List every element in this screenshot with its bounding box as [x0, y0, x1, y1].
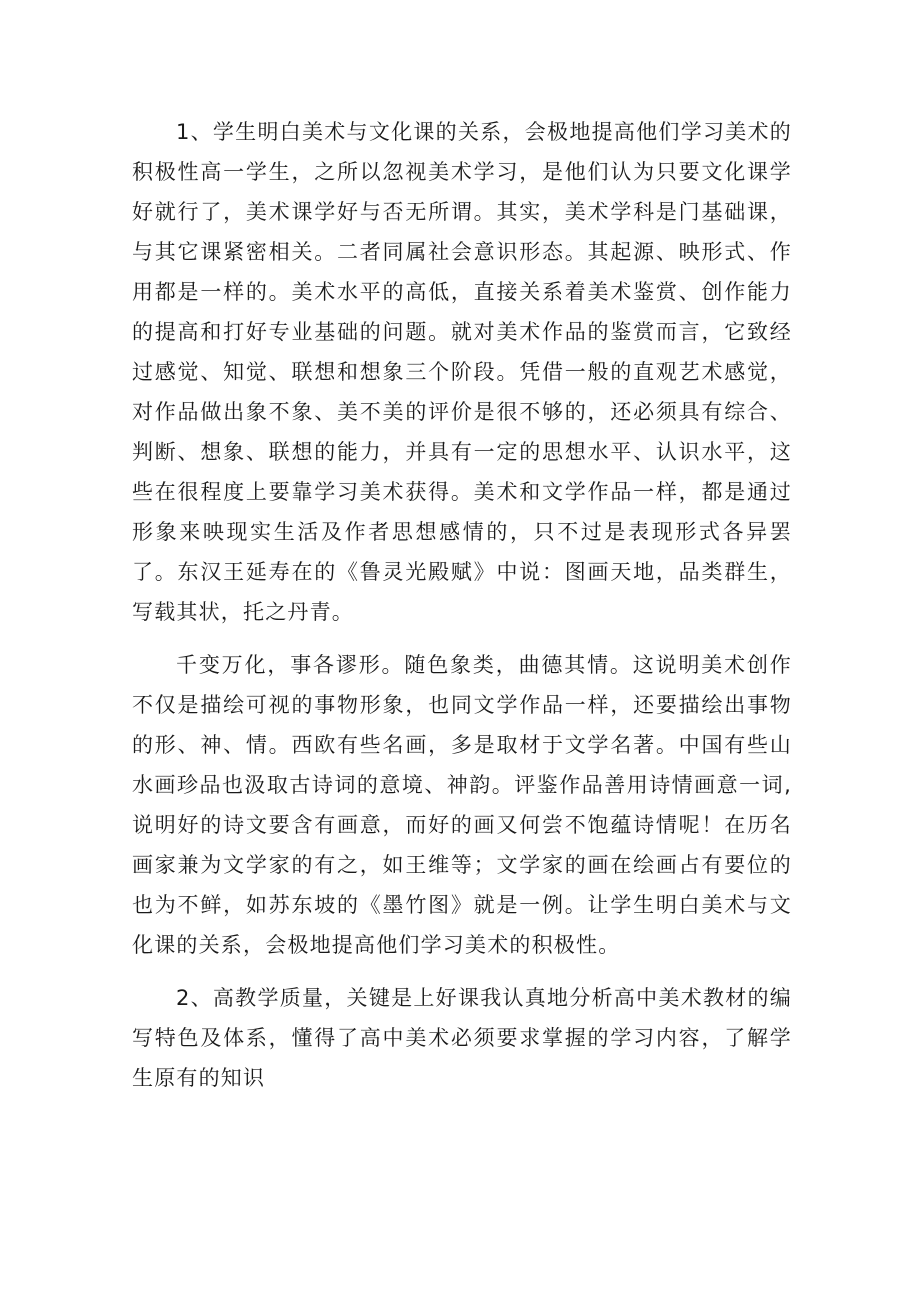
paragraph-3: 2、高教学质量，关键是上好课我认真地分析高中美术教材的编写特色及体系，懂得了高中美术必须要求掌握的学习内容，了解学生原有的知识	[132, 986, 792, 1090]
paragraph-2: 千变万化，事各谬形。随色象类，曲德其情。这说明美术创作不仅是描绘可视的事物形象，也同文学作品一样，还要描绘出事物的形、神、情。西欧有些名画，多是取材于文学名著。中国有些山水画珍品也汲取古诗词的意境、神韵。评鉴作品善用诗情画意一词,说明好的诗文要含有画意，而好的画又何尝不饱蕴诗情呢！在历名画家兼为文学家的有之，如王维等；文学家的画在绘画占有要位的也为不鲜，如苏东坡的《墨竹图》就是一例。让学生明白美术与文化课的关系，会极地提高他们学习美术的积极性。	[132, 653, 792, 957]
document-body	[132, 112, 792, 1098]
paragraph-1: 1、学生明白美术与文化课的关系，会极地提高他们学习美术的积极性高一学生，之所以忽视美术学习，是他们认为只要文化课学好就行了，美术课学好与否无所谓。其实，美术学科是门基础课，与其它课紧密相关。二者同属社会意识形态。其起源、映形式、作用都是一样的。美术水平的高低，直接关系着美术鉴赏、创作能力的提高和打好专业基础的问题。就对美术作品的鉴赏而言，它致经过感觉、知觉、联想和想象三个阶段。凭借一般的直观艺术感觉，对作品做出象不象、美不美的评价是很不够的，还必须具有综合、判断、想象、联想的能力，并具有一定的思想水平、认识水平，这些在很程度上要靠学习美术获得。美术和文学作品一样，都是通过形象来映现实生活及作者思想感情的，只不过是表现形式各异罢了。东汉王延寿在的《鲁灵光殿赋》中说：图画天地，品类群生，写载其状，托之丹青。	[132, 120, 792, 624]
